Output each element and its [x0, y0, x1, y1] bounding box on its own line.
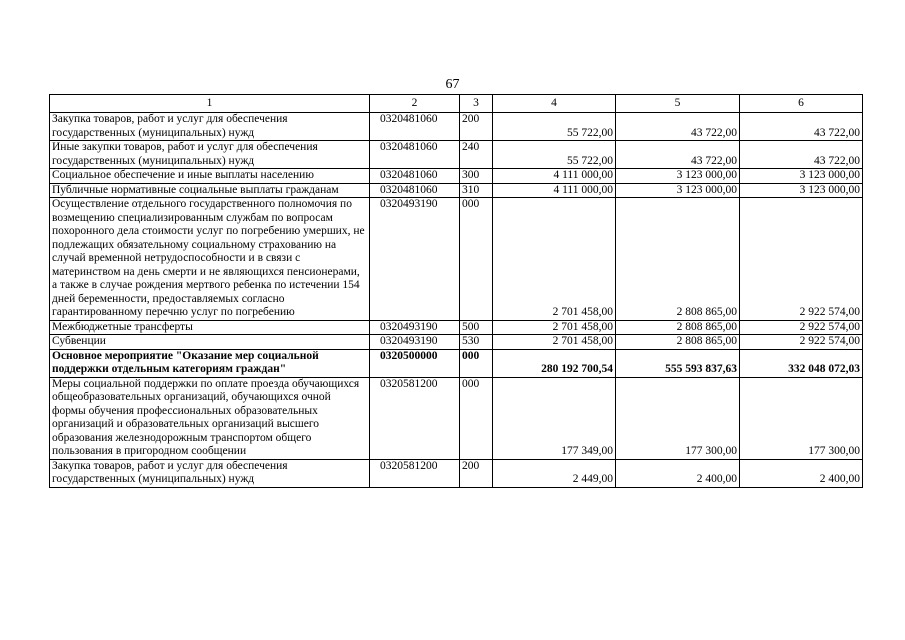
row-value-3-cell: 43 722,00: [740, 141, 863, 169]
row-value-2-cell: 177 300,00: [616, 377, 740, 459]
row-value-1-cell: 55 722,00: [493, 113, 616, 141]
row-name-cell: Закупка товаров, работ и услуг для обеспечения государственных (муниципальных) нужд: [50, 113, 370, 141]
table-row: [50, 169, 863, 184]
row-value-1-cell: 2 701 458,00: [493, 320, 616, 335]
row-code-cell: 0320493190: [370, 198, 460, 321]
row-value-3-cell: 3 123 000,00: [740, 169, 863, 184]
budget-table: [49, 94, 863, 488]
row-kvr-cell: 500: [460, 320, 493, 335]
table-row: [50, 141, 863, 169]
row-name-cell: Межбюджетные трансферты: [50, 320, 370, 335]
table-body: [50, 95, 863, 488]
row-value-1-cell: 4 111 000,00: [493, 169, 616, 184]
table-row: [50, 198, 863, 321]
row-value-2-cell: 2 808 865,00: [616, 198, 740, 321]
row-value-2-cell: 43 722,00: [616, 141, 740, 169]
page-number: 67: [445, 77, 460, 92]
row-value-2-cell: 2 400,00: [616, 459, 740, 487]
row-kvr-cell: 200: [460, 459, 493, 487]
row-value-3-cell: 2 922 574,00: [740, 335, 863, 350]
row-value-1-cell: 280 192 700,54: [493, 349, 616, 377]
row-code-cell: 0320493190: [370, 335, 460, 350]
row-kvr-cell: 000: [460, 349, 493, 377]
table-row: [50, 183, 863, 198]
row-code-cell: 0320481060: [370, 113, 460, 141]
row-value-1-cell: 4 111 000,00: [493, 183, 616, 198]
row-code-cell: 0320481060: [370, 141, 460, 169]
row-name-cell: Субвенции: [50, 335, 370, 350]
row-value-1-cell: 2 701 458,00: [493, 335, 616, 350]
row-kvr-cell: 000: [460, 377, 493, 459]
header-cell-4: 4: [493, 95, 616, 113]
row-value-3-cell: 43 722,00: [740, 113, 863, 141]
table-row: [50, 377, 863, 459]
row-kvr-cell: 240: [460, 141, 493, 169]
table-row: [50, 335, 863, 350]
table-row: [50, 320, 863, 335]
header-cell-1: 1: [50, 95, 370, 113]
row-name-cell: Основное мероприятие "Оказание мер социальной поддержки отдельным категориям граждан": [50, 349, 370, 377]
row-value-2-cell: 3 123 000,00: [616, 169, 740, 184]
row-name-cell: Иные закупки товаров, работ и услуг для обеспечения государственных (муниципальных) нужд: [50, 141, 370, 169]
row-value-3-cell: 3 123 000,00: [740, 183, 863, 198]
row-code-cell: 0320493190: [370, 320, 460, 335]
row-name-cell: Социальное обеспечение и иные выплаты населению: [50, 169, 370, 184]
row-kvr-cell: 200: [460, 113, 493, 141]
header-cell-3: 3: [460, 95, 493, 113]
row-value-1-cell: 2 701 458,00: [493, 198, 616, 321]
row-code-cell: 0320581200: [370, 377, 460, 459]
header-cell-5: 5: [616, 95, 740, 113]
row-value-3-cell: 2 922 574,00: [740, 198, 863, 321]
header-cell-6: 6: [740, 95, 863, 113]
row-kvr-cell: 300: [460, 169, 493, 184]
row-value-1-cell: 2 449,00: [493, 459, 616, 487]
table-header-row: [50, 95, 863, 113]
row-code-cell: 0320581200: [370, 459, 460, 487]
row-value-1-cell: 177 349,00: [493, 377, 616, 459]
row-kvr-cell: 310: [460, 183, 493, 198]
table-row: [50, 349, 863, 377]
row-value-3-cell: 177 300,00: [740, 377, 863, 459]
row-code-cell: 0320481060: [370, 169, 460, 184]
row-value-2-cell: 555 593 837,63: [616, 349, 740, 377]
row-kvr-cell: 000: [460, 198, 493, 321]
row-name-cell: Осуществление отдельного государственного полномочия по возмещению специализированным службам по вопросам похоронного дела стоимости услуг по погребению умерших, не подлежащих обязательному социальному страхованию на случай временной нетрудоспособности и в связи с материнством на день смерти и не являющихся пенсионерами, а также в случае рождения мертвого ребенка по истечении 154 дней беременности, предоставляемых согласно гарантированному перечню услуг по погребению: [50, 198, 370, 321]
row-kvr-cell: 530: [460, 335, 493, 350]
row-code-cell: 0320481060: [370, 183, 460, 198]
row-value-3-cell: 332 048 072,03: [740, 349, 863, 377]
row-value-2-cell: 2 808 865,00: [616, 335, 740, 350]
row-value-2-cell: 2 808 865,00: [616, 320, 740, 335]
row-name-cell: Публичные нормативные социальные выплаты гражданам: [50, 183, 370, 198]
header-cell-2: 2: [370, 95, 460, 113]
row-value-3-cell: 2 400,00: [740, 459, 863, 487]
table-row: [50, 113, 863, 141]
row-value-3-cell: 2 922 574,00: [740, 320, 863, 335]
row-value-2-cell: 3 123 000,00: [616, 183, 740, 198]
row-name-cell: Меры социальной поддержки по оплате проезда обучающихся общеобразовательных организаций, обучающихся очной формы обучения профессиональных образовательных организаций и образовательных организаций высшего образования железнодорожным транспортом общего пользования в пригородном сообщении: [50, 377, 370, 459]
row-value-1-cell: 55 722,00: [493, 141, 616, 169]
row-value-2-cell: 43 722,00: [616, 113, 740, 141]
row-name-cell: Закупка товаров, работ и услуг для обеспечения государственных (муниципальных) нужд: [50, 459, 370, 487]
table-row: [50, 459, 863, 487]
row-code-cell: 0320500000: [370, 349, 460, 377]
